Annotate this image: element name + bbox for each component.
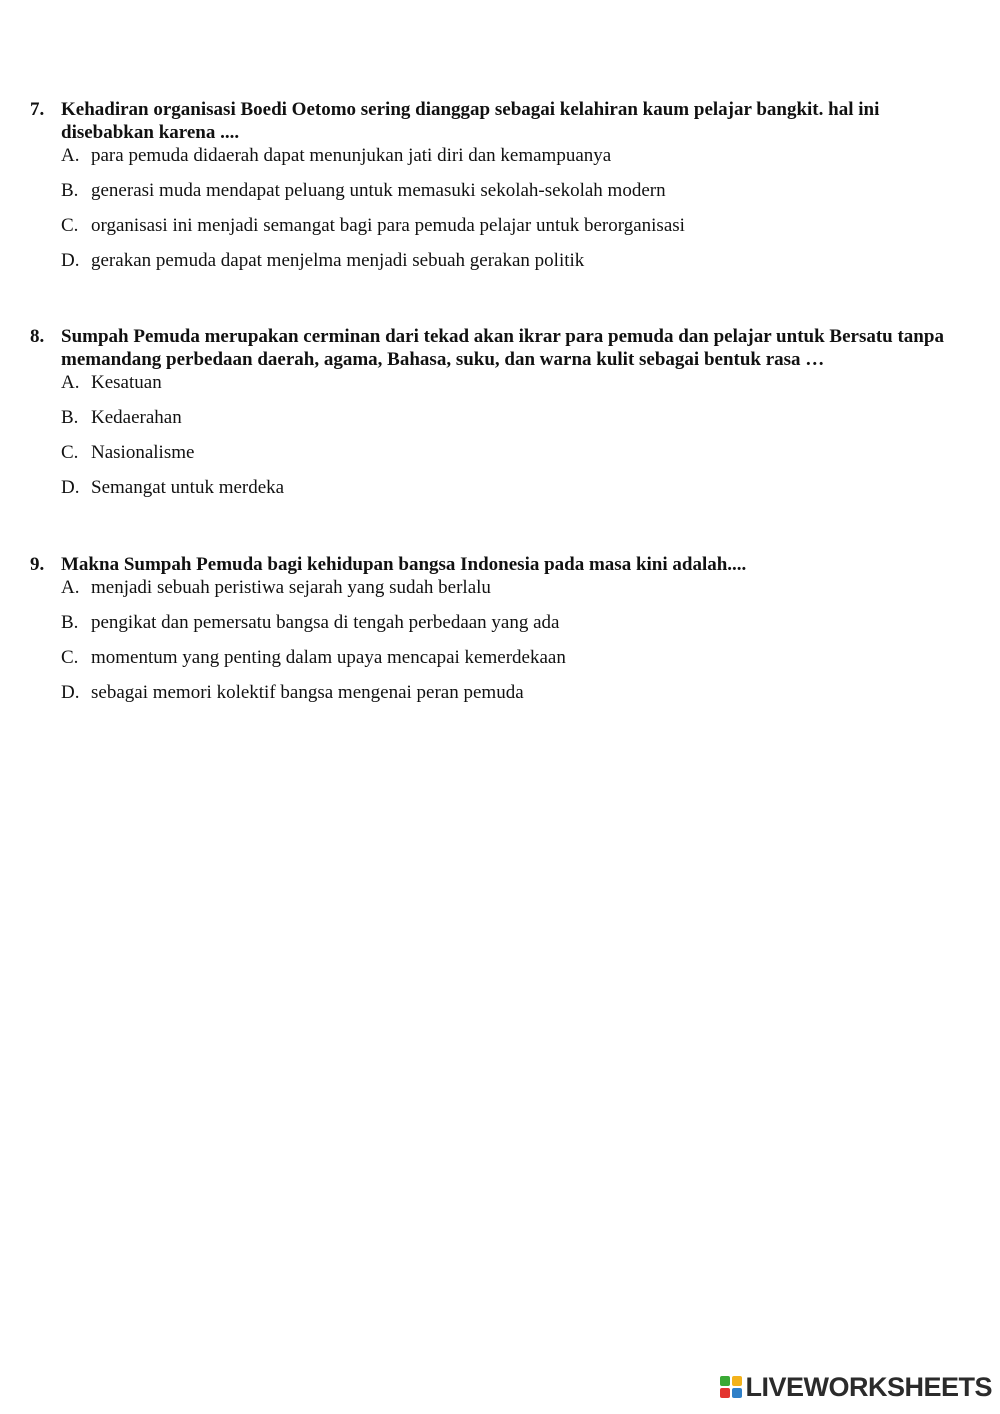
option-text: pengikat dan pemersatu bangsa di tengah perbedaan yang ada xyxy=(91,612,560,633)
option-text: Nasionalisme xyxy=(91,442,195,463)
question-header xyxy=(30,98,960,144)
question-8 xyxy=(30,325,960,511)
question-number: 7. xyxy=(30,99,45,120)
option-letter: D. xyxy=(61,477,80,498)
option-a[interactable] xyxy=(61,371,960,394)
option-a[interactable] xyxy=(61,144,960,167)
answer-options xyxy=(30,576,960,704)
option-d[interactable] xyxy=(61,681,960,704)
question-header xyxy=(30,325,960,371)
answer-options xyxy=(30,144,960,272)
question-number: 9. xyxy=(30,554,45,575)
option-letter: C. xyxy=(61,647,79,668)
question-text: Makna Sumpah Pemuda bagi kehidupan bangsa Indonesia pada masa kini adalah.... xyxy=(61,554,747,575)
question-number: 8. xyxy=(30,326,45,347)
option-text: generasi muda mendapat peluang untuk memasuki sekolah-sekolah modern xyxy=(91,180,666,201)
brand-name: LIVEWORKSHEETS xyxy=(745,1371,992,1402)
option-letter: A. xyxy=(61,372,80,393)
option-letter: B. xyxy=(61,407,79,428)
option-letter: D. xyxy=(61,682,80,703)
question-header xyxy=(30,553,960,576)
option-b[interactable] xyxy=(61,611,960,634)
question-7 xyxy=(30,98,960,284)
option-d[interactable] xyxy=(61,476,960,499)
option-text: momentum yang penting dalam upaya mencapai kemerdekaan xyxy=(91,647,566,668)
option-b[interactable] xyxy=(61,406,960,429)
question-text: Kehadiran organisasi Boedi Oetomo sering dianggap sebagai kelahiran kaum pelajar bangkit. hal ini disebabkan karena .... xyxy=(61,99,880,143)
option-text: menjadi sebuah peristiwa sejarah yang sudah berlalu xyxy=(91,577,491,598)
option-text: Semangat untuk merdeka xyxy=(91,477,285,498)
option-letter: A. xyxy=(61,145,80,166)
option-text: organisasi ini menjadi semangat bagi para pemuda pelajar untuk berorganisasi xyxy=(91,215,685,236)
liveworksheets-logo-icon xyxy=(720,1376,742,1398)
option-text: gerakan pemuda dapat menjelma menjadi sebuah gerakan politik xyxy=(91,250,585,271)
option-letter: C. xyxy=(61,215,79,236)
option-d[interactable] xyxy=(61,249,960,272)
answer-options xyxy=(30,371,960,499)
option-c[interactable] xyxy=(61,214,960,237)
option-text: para pemuda didaerah dapat menunjukan jati diri dan kemampuanya xyxy=(91,145,612,166)
option-text: sebagai memori kolektif bangsa mengenai peran pemuda xyxy=(91,682,524,703)
option-letter: C. xyxy=(61,442,79,463)
option-text: Kesatuan xyxy=(91,372,162,393)
question-9 xyxy=(30,553,960,716)
option-letter: B. xyxy=(61,180,79,201)
option-letter: A. xyxy=(61,577,80,598)
option-b[interactable] xyxy=(61,179,960,202)
question-text: Sumpah Pemuda merupakan cerminan dari tekad akan ikrar para pemuda dan pelajar untuk Bersatu tanpa memandang perbedaan daerah, agama, Bahasa, suku, dan warna kulit sebagai bentuk rasa … xyxy=(61,326,944,370)
liveworksheets-watermark xyxy=(720,1370,992,1404)
option-text: Kedaerahan xyxy=(91,407,182,428)
option-letter: B. xyxy=(61,612,79,633)
option-letter: D. xyxy=(61,250,80,271)
option-c[interactable] xyxy=(61,646,960,669)
option-a[interactable] xyxy=(61,576,960,599)
option-c[interactable] xyxy=(61,441,960,464)
